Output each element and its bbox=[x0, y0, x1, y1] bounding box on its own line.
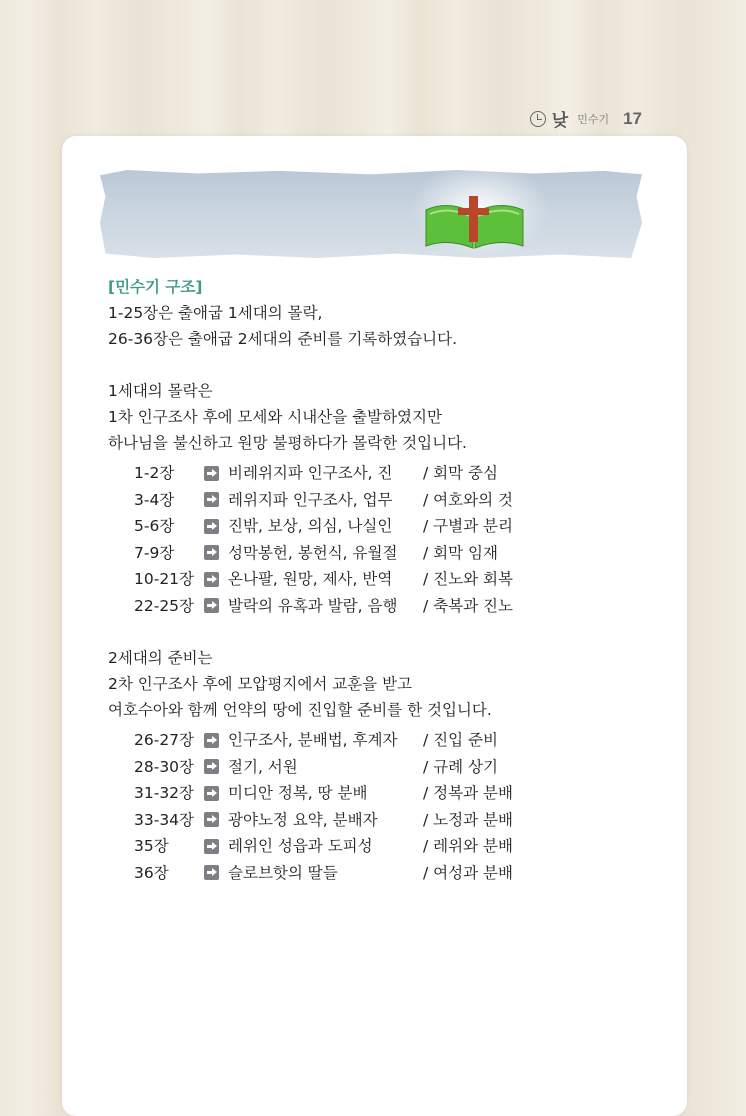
arrow-right-icon bbox=[204, 812, 219, 827]
chapter-content: 진밖, 보상, 의심, 나실인 bbox=[228, 517, 393, 536]
chapter-range: 28-30장 bbox=[134, 757, 195, 776]
chapter-row bbox=[134, 807, 668, 834]
gen1-heading: 1세대의 몰락은 bbox=[108, 382, 213, 400]
chapter-range: 10-21장 bbox=[134, 570, 195, 589]
chapter-theme: / 정복과 분배 bbox=[423, 784, 513, 803]
chapter-content: 온나팔, 원망, 제사, 반역 bbox=[228, 570, 393, 589]
chapter-theme: / 진노와 회복 bbox=[423, 570, 513, 589]
chapter-content: 광야노정 요약, 분배자 bbox=[228, 810, 378, 829]
chapter-theme: / 회막 중심 bbox=[423, 464, 498, 483]
chapter-theme: / 규례 상기 bbox=[423, 757, 498, 776]
chapter-range: 1-2장 bbox=[134, 464, 175, 483]
chapter-content: 레위인 성읍과 도피성 bbox=[228, 837, 373, 856]
arrow-right-icon bbox=[204, 759, 219, 774]
page-header bbox=[530, 106, 642, 131]
gen2-heading: 2세대의 준비는 bbox=[108, 649, 213, 667]
arrow-right-icon bbox=[204, 545, 219, 560]
chapter-content: 미디안 정복, 땅 분배 bbox=[228, 784, 368, 803]
chapter-range: 26-27장 bbox=[134, 731, 195, 750]
chapter-row bbox=[134, 487, 668, 514]
arrow-right-icon bbox=[204, 786, 219, 801]
bible-cross-icon bbox=[422, 196, 527, 252]
gen2-chapter-table bbox=[134, 727, 668, 886]
arrow-right-icon bbox=[204, 839, 219, 854]
gen2-line: 여호수아와 함께 언약의 땅에 진입할 준비를 한 것입니다. bbox=[108, 701, 492, 719]
chapter-range: 33-34장 bbox=[134, 810, 195, 829]
chapter-content: 절기, 서원 bbox=[228, 757, 298, 776]
chapter-row bbox=[134, 833, 668, 860]
gen1-line: 1차 인구조사 후에 모세와 시내산을 출발하였지만 bbox=[108, 408, 442, 426]
chapter-theme: / 축복과 진노 bbox=[423, 596, 513, 615]
clock-icon bbox=[530, 111, 546, 127]
chapter-range: 36장 bbox=[134, 863, 169, 882]
chapter-theme: / 노정과 분배 bbox=[423, 810, 513, 829]
arrow-right-icon bbox=[204, 598, 219, 613]
chapter-row bbox=[134, 460, 668, 487]
arrow-right-icon bbox=[204, 492, 219, 507]
chapter-content: 슬로브핫의 딸들 bbox=[228, 863, 338, 882]
chapter-range: 35장 bbox=[134, 837, 169, 856]
book-name: 민수기 bbox=[577, 112, 610, 126]
intro-line: 26-36장은 출애굽 2세대의 준비를 기록하였습니다. bbox=[108, 330, 458, 348]
chapter-theme: / 진입 준비 bbox=[423, 731, 498, 750]
chapter-theme: / 레위와 분배 bbox=[423, 837, 513, 856]
arrow-right-icon bbox=[204, 572, 219, 587]
chapter-content: 인구조사, 분배법, 후계자 bbox=[228, 731, 398, 750]
chapter-range: 31-32장 bbox=[134, 784, 195, 803]
chapter-row bbox=[134, 754, 668, 781]
header-banner bbox=[100, 170, 642, 258]
arrow-right-icon bbox=[204, 733, 219, 748]
chapter-theme: / 구별과 분리 bbox=[423, 517, 513, 536]
time-of-day: 낮 bbox=[551, 111, 568, 131]
chapter-row bbox=[134, 540, 668, 567]
chapter-row bbox=[134, 513, 668, 540]
arrow-right-icon bbox=[204, 865, 219, 880]
arrow-right-icon bbox=[204, 466, 219, 481]
page-number: 17 bbox=[623, 108, 642, 128]
chapter-range: 22-25장 bbox=[134, 596, 195, 615]
chapter-row bbox=[134, 566, 668, 593]
chapter-row bbox=[134, 727, 668, 754]
chapter-range: 7-9장 bbox=[134, 543, 175, 562]
chapter-range: 5-6장 bbox=[134, 517, 175, 536]
intro-line: 1-25장은 출애굽 1세대의 몰락, bbox=[108, 304, 323, 322]
chapter-content: 비레위지파 인구조사, 진 bbox=[228, 464, 393, 483]
gen1-chapter-table bbox=[134, 460, 668, 619]
chapter-theme: / 여호와의 것 bbox=[423, 490, 513, 509]
chapter-row bbox=[134, 780, 668, 807]
gen1-line: 하나님을 불신하고 원망 불평하다가 몰락한 것입니다. bbox=[108, 434, 467, 452]
chapter-content: 발락의 유혹과 발람, 음행 bbox=[228, 596, 398, 615]
section-title: [민수기 구조] bbox=[108, 278, 203, 296]
chapter-content: 레위지파 인구조사, 업무 bbox=[228, 490, 393, 509]
chapter-row bbox=[134, 860, 668, 887]
gen2-line: 2차 인구조사 후에 모압평지에서 교훈을 받고 bbox=[108, 675, 413, 693]
chapter-row bbox=[134, 593, 668, 620]
arrow-right-icon bbox=[204, 519, 219, 534]
chapter-theme: / 여성과 분배 bbox=[423, 863, 513, 882]
chapter-theme: / 회막 임재 bbox=[423, 543, 498, 562]
main-content bbox=[108, 274, 668, 886]
chapter-content: 성막봉헌, 봉헌식, 유월절 bbox=[228, 543, 398, 562]
chapter-range: 3-4장 bbox=[134, 490, 175, 509]
